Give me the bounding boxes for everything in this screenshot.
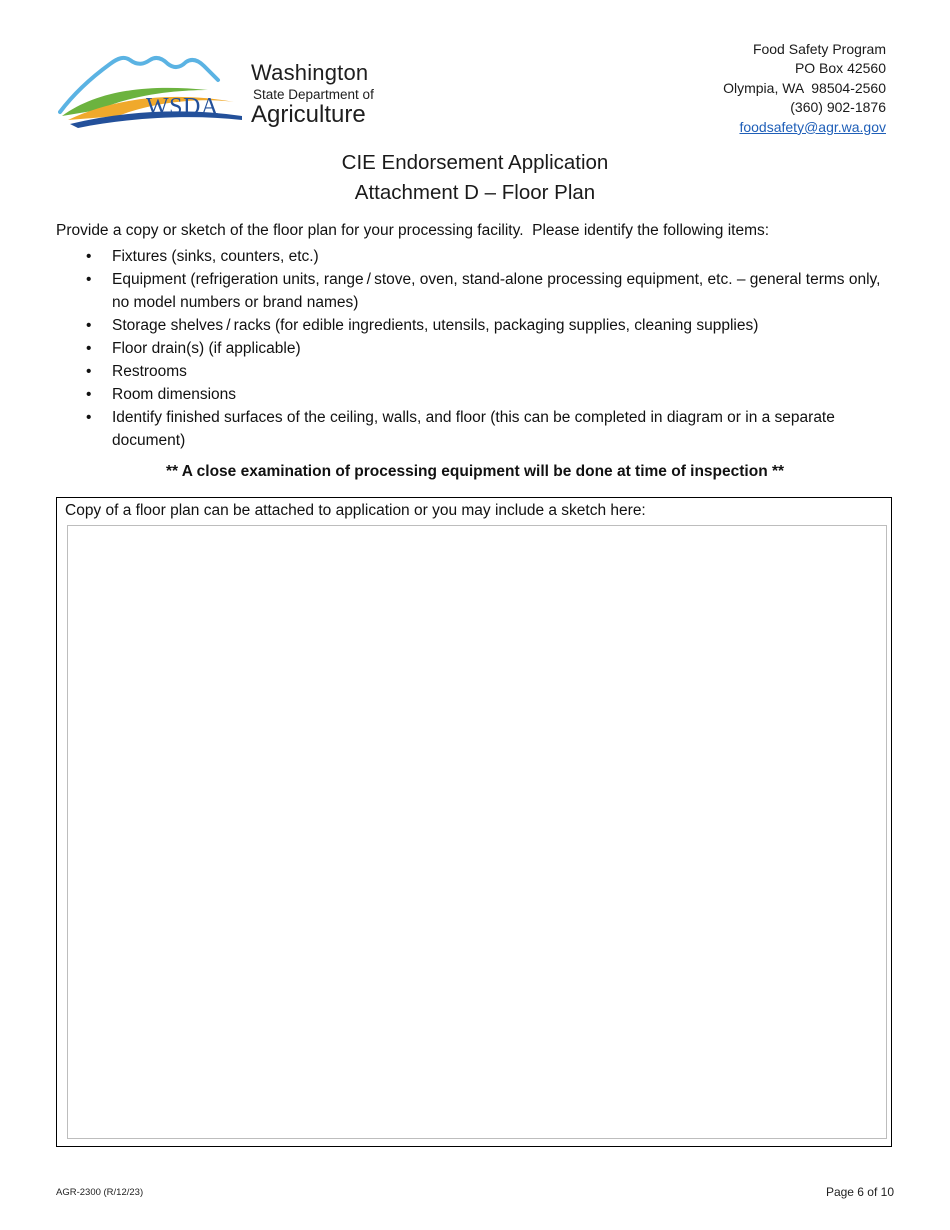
list-item: • Identify finished surfaces of the ceiling, walls, and floor (this can be completed in diagram or in a separate document)	[56, 406, 886, 452]
list-item: • Restrooms	[56, 360, 886, 383]
list-item: • Fixtures (sinks, counters, etc.)	[56, 245, 886, 268]
logo-agriculture: Agriculture	[251, 101, 366, 128]
sketch-area[interactable]	[67, 525, 887, 1139]
page-number: Page 6 of 10	[825, 1185, 894, 1199]
contact-po-box: PO Box 42560	[794, 60, 886, 77]
page-title	[0, 148, 950, 208]
intro-text: Provide a copy or sketch of the floor plan for your processing facility. Please identify the following items:	[56, 222, 770, 239]
contact-city: Olympia, WA 98504-2560	[723, 79, 886, 96]
title-line-1: CIE Endorsement Application	[341, 151, 609, 174]
floor-plan-box-label: Copy of a floor plan can be attached to application or you may include a sketch here:	[65, 502, 646, 519]
floor-plan-box	[56, 497, 892, 1147]
logo-state-department: State Department of	[253, 87, 374, 102]
contact-email-link[interactable]: foodsafety@agr.wa.gov	[739, 118, 886, 135]
list-item: • Room dimensions	[56, 383, 886, 406]
contact-phone: (360) 902-1876	[790, 99, 886, 116]
list-item: • Storage shelves / racks (for edible ingredients, utensils, packaging supplies, cleaning supplies)	[56, 314, 886, 337]
logo-mark-text: WSDA	[146, 94, 219, 120]
requirements-list	[56, 245, 886, 452]
inspection-note: ** A close examination of processing equipment will be done at time of inspection **	[165, 463, 785, 480]
contact-block	[723, 40, 886, 137]
logo-washington: Washington	[251, 60, 369, 85]
form-id: AGR-2300 (R/12/23)	[56, 1187, 144, 1198]
list-item: • Floor drain(s) (if applicable)	[56, 337, 886, 360]
contact-program: Food Safety Program	[752, 41, 886, 57]
wsda-logo	[58, 50, 378, 130]
list-item: • Equipment (refrigeration units, range / stove, oven, stand-alone processing equipment, etc. – general terms only, no model numbers or brand names)	[56, 268, 886, 314]
title-line-2: Attachment D – Floor Plan	[354, 181, 596, 204]
